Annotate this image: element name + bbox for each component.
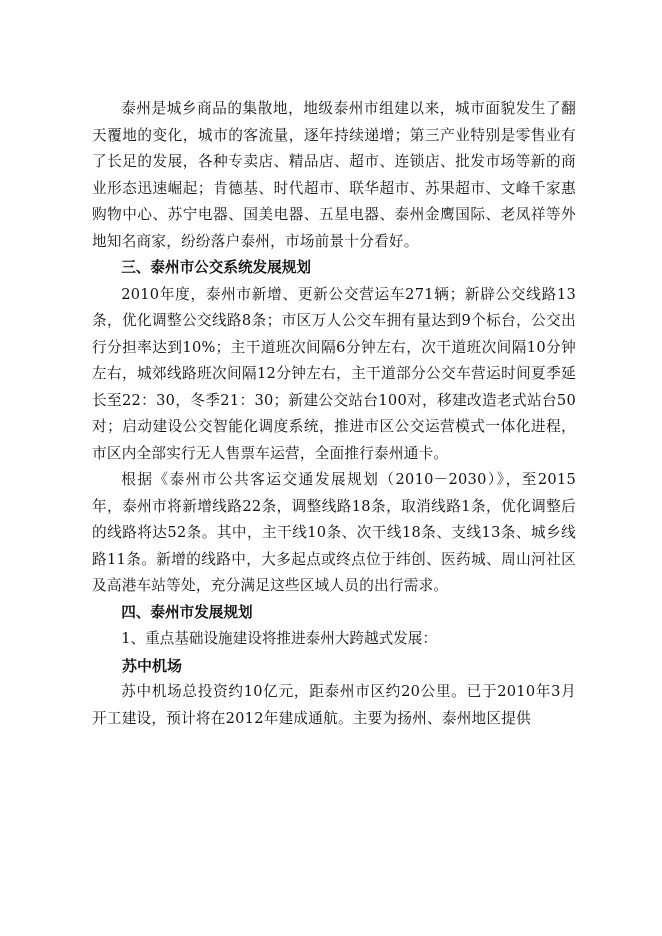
paragraph-bus-plan: 根据《泰州市公共客运交通发展规划（2010－2030）》，至2015年，泰州市将新增线路22条，调整线路18条，取消线路1条，优化调整后的线路将达52条。其中，主干线10条、次干线18条、支线13条、城乡线路11条。新增的线路中，大多起点或终点位于纬创、医药城、周山河社区及高港车站等处，充分满足这些区域人员的出行需求。 xyxy=(92,471,576,594)
paragraph-airport: 苏中机场总投资约10亿元，距泰州市区约20公里。已于2010年3月开工建设，预计将在2012年建成通航。主要为扬州、泰州地区提供 xyxy=(92,683,576,727)
subheading-airport: 苏中机场 xyxy=(122,656,183,675)
document-page xyxy=(92,96,576,732)
paragraph-bus-2010: 2010年度，泰州市新增、更新公交营运车271辆；新辟公交线路13条，优化调整公交线路8条；市区万人公交车拥有量达到9个标台，公交出行分担率达到10%；主干道班次间隔6分钟左右，次干道班次间隔10分钟左右，城郊线路班次间隔12分钟左右，主干道部分公交车营运时间夏季延长至22：30，冬季21：30；新建公交站台100对，移建改造老式站台50对；启动建设公交智能化调度系统，推进市区公交运营模式一体化进程，市区内全部实行无人售票车运营，全面推行泰州通卡。 xyxy=(92,285,576,462)
paragraph-commerce: 泰州是城乡商品的集散地，地级泰州市组建以来，城市面貌发生了翻天覆地的变化，城市的客流量，逐年持续递增；第三产业特别是零售业有了长足的发展，各种专卖店、精品店、超市、连锁店、批发市场等新的商业形态迅速崛起；肯德基、时代超市、联华超市、苏果超市、文峰千家惠购物中心、苏宁电器、国美电器、五星电器、泰州金鹰国际、老凤祥等外地知名商家，纷纷落户泰州，市场前景十分看好。 xyxy=(92,100,576,250)
list-item-infrastructure: 1、重点基础设施建设将推进泰州大跨越式发展： xyxy=(121,630,437,647)
section-heading-bus-planning: 三、泰州市公交系统发展规划 xyxy=(121,259,311,276)
section-heading-development-planning: 四、泰州市发展规划 xyxy=(121,603,253,621)
